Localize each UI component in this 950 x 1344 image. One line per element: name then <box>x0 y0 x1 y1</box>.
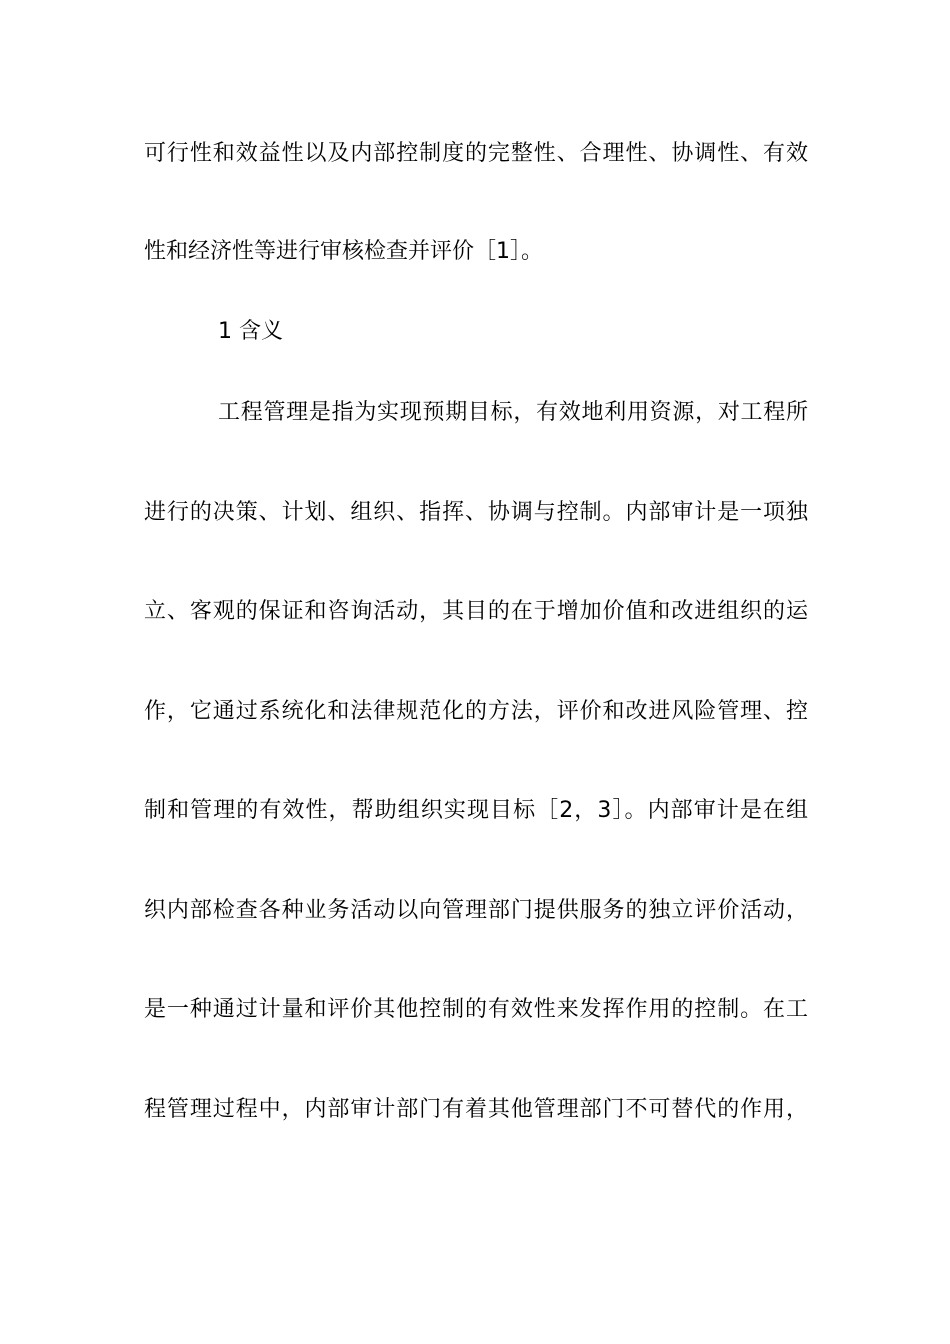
section-heading: 1 含义 <box>218 319 283 344</box>
paragraph-line-8: 织内部检查各种业务活动以向管理部门提供服务的独立评价活动， <box>144 898 808 923</box>
paragraph-line-9: 是一种通过计量和评价其他控制的有效性来发挥作用的控制。在工 <box>144 997 808 1022</box>
paragraph-line-1: 可行性和效益性以及内部控制度的完整性、合理性、协调性、有效 <box>144 141 808 166</box>
paragraph-line-5: 立、客观的保证和咨询活动，其目的在于增加价值和改进组织的运 <box>144 599 808 624</box>
paragraph-line-2: 性和经济性等进行审核检查并评价［1］。 <box>144 239 543 264</box>
paragraph-line-10: 程管理过程中，内部审计部门有着其他管理部门不可替代的作用， <box>144 1097 808 1122</box>
paragraph-line-7: 制和管理的有效性，帮助组织实现目标［2，3］。内部审计是在组 <box>144 798 808 823</box>
paragraph-line-4: 进行的决策、计划、组织、指挥、协调与控制。内部审计是一项独 <box>144 500 808 525</box>
paragraph-line-6: 作，它通过系统化和法律规范化的方法，评价和改进风险管理、控 <box>144 699 808 724</box>
paragraph-line-3: 工程管理是指为实现预期目标，有效地利用资源，对工程所 <box>218 400 808 425</box>
